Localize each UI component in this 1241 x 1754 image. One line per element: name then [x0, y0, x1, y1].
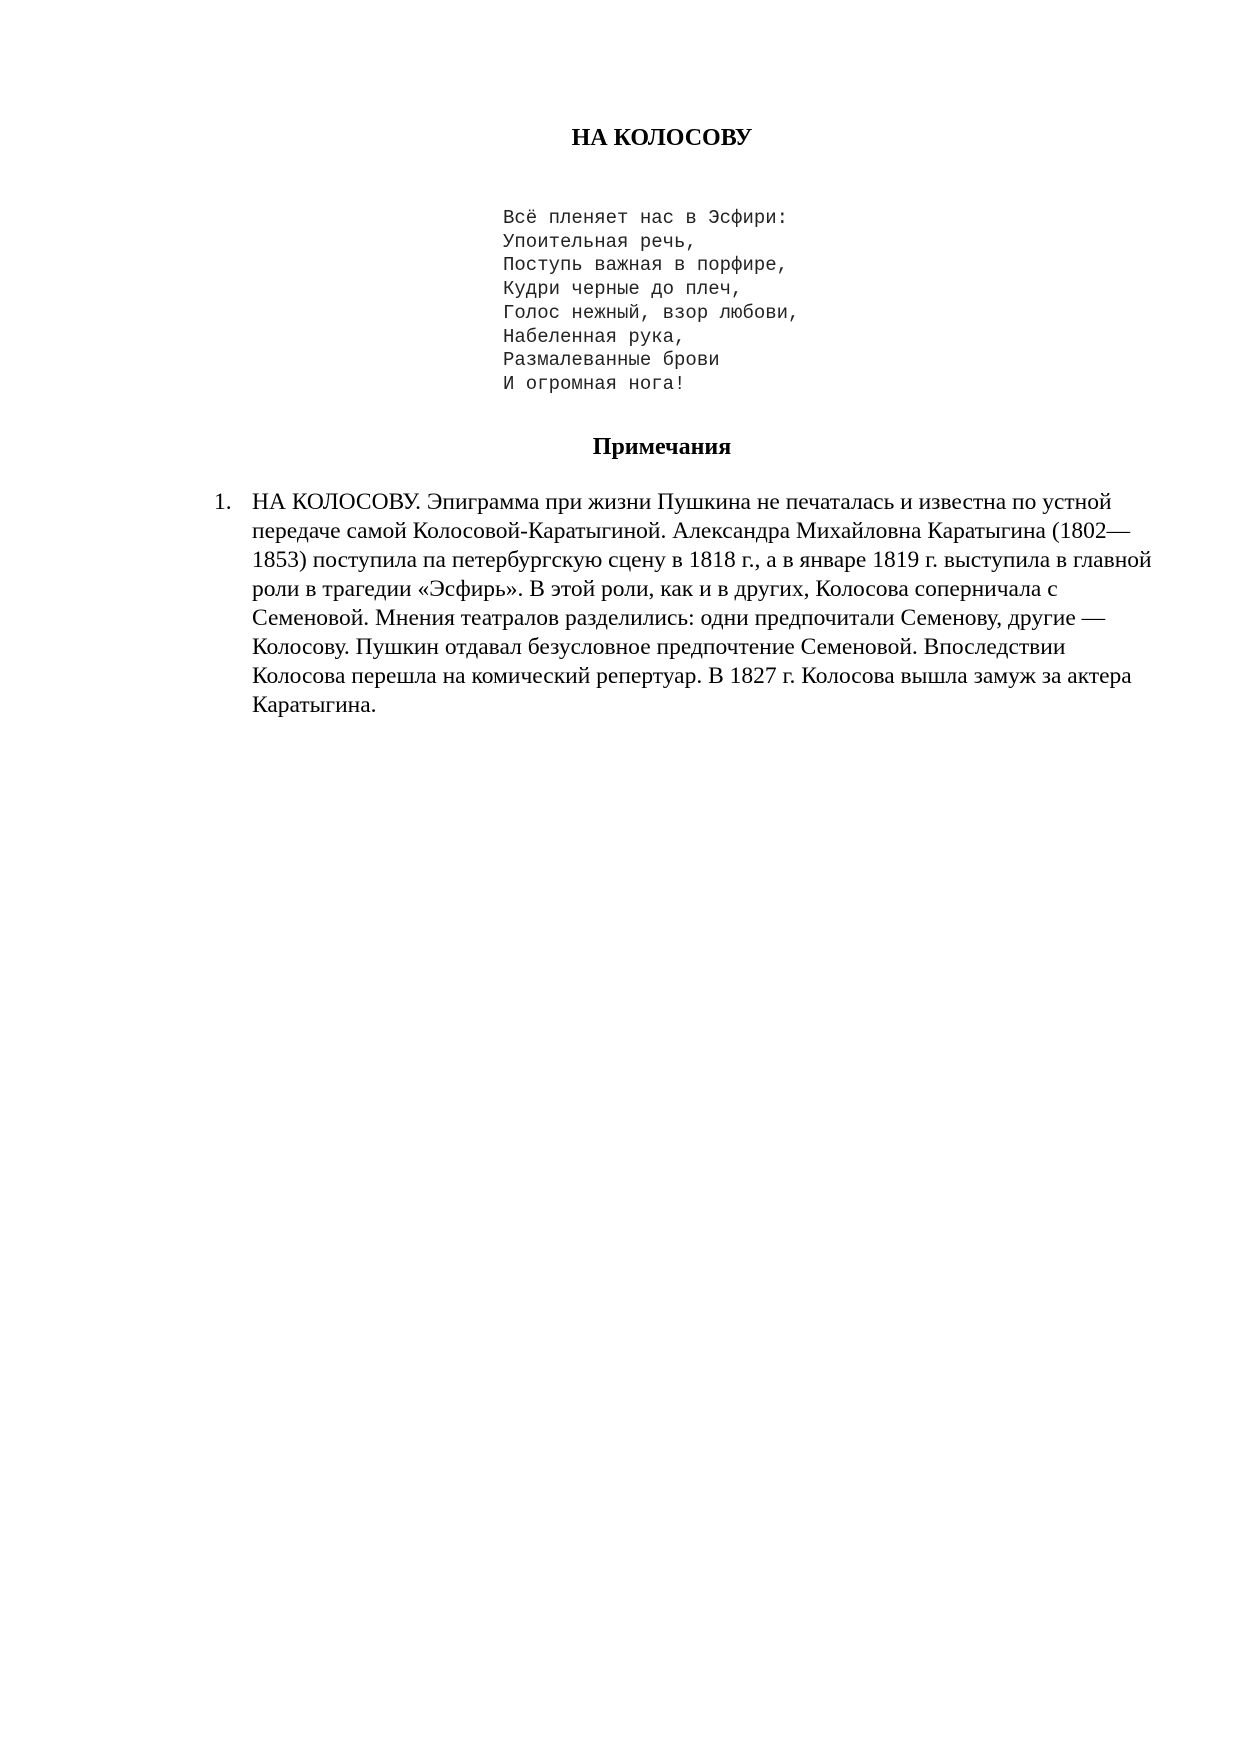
poem-line: Кудри черные до плеч,	[503, 278, 743, 301]
notes-list	[214, 488, 1164, 720]
note-number: 1.	[214, 489, 232, 515]
note-item	[214, 488, 1164, 720]
poem-line: Голос нежный, взор любови,	[503, 301, 800, 324]
poem-line: Поступь важная в порфире,	[503, 254, 789, 277]
note-text: НА КОЛОСОВУ. Эпиграмма при жизни Пушкина не печаталась и известна по устной передаче самой Колосовой-Каратыгиной. Александра Михайловна Каратыгина (1802—1853) поступила па петербургскую сцену в 1818 г., а в январе 1819 г. выступила в главной роли в трагедии «Эсфирь». В этой роли, как и в других, Колосова соперничала с Семеновой. Мнения театралов разделились: одни предпочитали Семенову, другие — Колосову. Пушкин отдавал безусловное предпочтение Семеновой. Впоследствии Колосова перешла на комический репертуар. В 1827 г. Колосова вышла замуж за актера Каратыгина.	[252, 489, 1152, 718]
page-title: НА КОЛОСОВУ	[571, 125, 753, 151]
poem-line: И огромная нога!	[503, 372, 686, 395]
poem-line: Упоительная речь,	[503, 230, 697, 253]
poem-line: Всё пленяет нас в Эсфири:	[503, 207, 789, 229]
poem-line: Размалеванные брови	[503, 349, 720, 372]
poem-line: Набеленная рука,	[503, 325, 686, 348]
poem	[503, 207, 799, 397]
notes-heading: Примечания	[592, 434, 732, 460]
